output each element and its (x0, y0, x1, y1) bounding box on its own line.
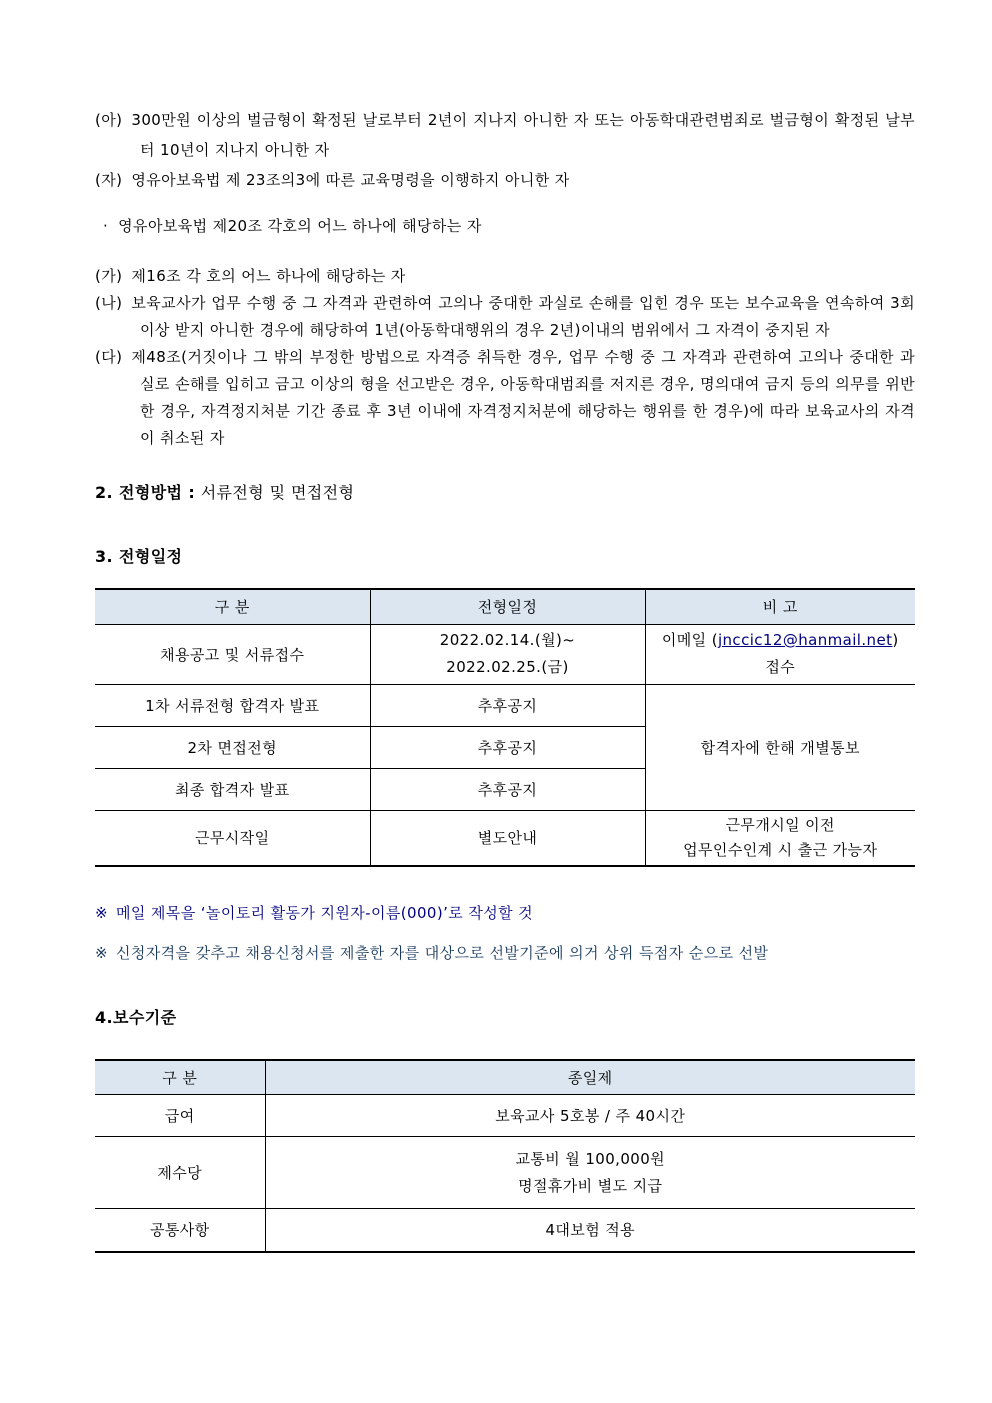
bullet-icon: · (103, 217, 109, 235)
bullet-text: 영유아보육법 제20조 각호의 어느 하나에 해당하는 자 (118, 217, 482, 235)
note-text: 메일 제목을 ‘놀이토리 활동가 지원자-이름(000)’로 작성할 것 (115, 903, 534, 922)
reference-mark-icon: ※ (95, 903, 108, 922)
section-heading-value: 서류전형 및 면접전형 (200, 483, 355, 502)
table-row (95, 684, 915, 726)
pay-table-header-fulltime: 종일제 (265, 1061, 915, 1095)
schedule-table-header-note: 비 고 (645, 590, 915, 624)
schedule-row-dates: 추후공지 (370, 768, 645, 810)
list-marker: (자) (95, 171, 123, 189)
schedule-row-label: 채용공고 및 서류접수 (95, 624, 370, 684)
table-row (95, 1137, 915, 1209)
pay-row-label: 제수당 (95, 1137, 265, 1209)
section-heading-method (95, 482, 915, 504)
schedule-table-header-dates: 전형일정 (370, 590, 645, 624)
pay-table-header-gubun: 구 분 (95, 1061, 265, 1095)
list-item-na (95, 290, 915, 344)
reference-mark-icon: ※ (95, 943, 108, 962)
list-item-text: 제48조(거짓이나 그 밖의 부정한 방법으로 자격증 취득한 경우, 업무 수행 중 그 자격과 관련하여 고의나 중대한 과실로 손해를 입히고 금고 이상의 형을 선고받은 경우, 아동학대범죄를 저지른 경우, 명의대여 금지 등의 의무를 위반한 경우, 자격정지처분 기간 종료 후 3년 이내에 자격정지처분에 해당하는 행위를 한 경우)에 따라 보육교사의 자격이 취소된 자 (131, 348, 915, 447)
list-item-text: 보육교사가 업무 수행 중 그 자격과 관련하여 고의나 중대한 과실로 손해를 입힌 경우 또는 보수교육을 연속하여 3회 이상 받지 아니한 경우에 해당하여 1년(아동학대행위의 경우 2년)이내의 범위에서 그 자격이 중지된 자 (131, 294, 915, 339)
email-note-suffix: ) (892, 631, 899, 649)
table-row (95, 810, 915, 865)
table-row (95, 1095, 915, 1137)
schedule-row-dates: 추후공지 (370, 684, 645, 726)
list-item-text: 영유아보육법 제 23조의3에 따른 교육명령을 이행하지 아니한 자 (131, 171, 570, 189)
schedule-row-note (645, 810, 915, 865)
email-note-line2: 접수 (765, 658, 796, 676)
schedule-row-note (645, 624, 915, 684)
schedule-date-line: 2022.02.25.(금) (446, 658, 569, 676)
pay-row-value (265, 1137, 915, 1209)
pay-table (95, 1059, 915, 1253)
email-link[interactable]: jnccic12@hanmail.net (717, 631, 893, 649)
list-item-ja (95, 165, 915, 195)
email-note-line (650, 627, 912, 654)
schedule-row-label: 근무시작일 (95, 810, 370, 865)
list-marker: (나) (95, 294, 123, 312)
list-item-da (95, 344, 915, 452)
pay-row-value: 보육교사 5호봉 / 주 40시간 (265, 1095, 915, 1137)
email-note-prefix: 이메일 ( (661, 631, 718, 649)
list-marker: (다) (95, 348, 123, 366)
schedule-table (95, 588, 915, 867)
schedule-row-dates: 추후공지 (370, 726, 645, 768)
list-item-ah (95, 105, 915, 165)
list-item-text: 300만원 이상의 벌금형이 확정된 날로부터 2년이 지나지 아니한 자 또는 아동학대관련범죄로 벌금형이 확정된 날부터 10년이 지나지 아니한 자 (131, 111, 915, 159)
pay-row-label: 공통사항 (95, 1209, 265, 1251)
table-row (95, 1209, 915, 1251)
note-mail-subject (95, 903, 915, 923)
schedule-row-label: 2차 면접전형 (95, 726, 370, 768)
schedule-table-header-gubun: 구 분 (95, 590, 370, 624)
schedule-row-label: 1차 서류전형 합격자 발표 (95, 684, 370, 726)
schedule-row-label: 최종 합격자 발표 (95, 768, 370, 810)
schedule-merged-note: 합격자에 한해 개별통보 (645, 684, 915, 810)
bullet-line (95, 211, 915, 241)
schedule-row-dates: 별도안내 (370, 810, 645, 865)
list-item-text: 제16조 각 호의 어느 하나에 해당하는 자 (131, 267, 406, 285)
table-row (95, 624, 915, 684)
schedule-row-dates (370, 624, 645, 684)
pay-value-line: 명절휴가비 별도 지급 (518, 1176, 663, 1195)
section-heading-label: 2. 전형방법 : (95, 483, 196, 502)
pay-row-label: 급여 (95, 1095, 265, 1137)
list-item-ga (95, 263, 915, 290)
pay-value-line: 교통비 월 100,000원 (515, 1149, 666, 1168)
list-marker: (아) (95, 111, 123, 129)
pay-row-value: 4대보험 적용 (265, 1209, 915, 1251)
section-heading-pay: 4.보수기준 (95, 1007, 177, 1027)
work-note-line: 업무인수인계 시 출근 가능자 (683, 840, 878, 859)
list-marker: (가) (95, 267, 123, 285)
note-text: 신청자격을 갖추고 채용신청서를 제출한 자를 대상으로 선발기준에 의거 상위 득점자 순으로 선발 (115, 943, 769, 962)
schedule-date-line: 2022.02.14.(월)~ (439, 631, 576, 649)
eligibility-sub-list (95, 263, 915, 452)
work-note-line: 근무개시일 이전 (725, 815, 835, 834)
note-selection-criteria (95, 943, 915, 963)
section-heading-schedule: 3. 전형일정 (95, 547, 183, 566)
eligibility-list (95, 105, 915, 452)
